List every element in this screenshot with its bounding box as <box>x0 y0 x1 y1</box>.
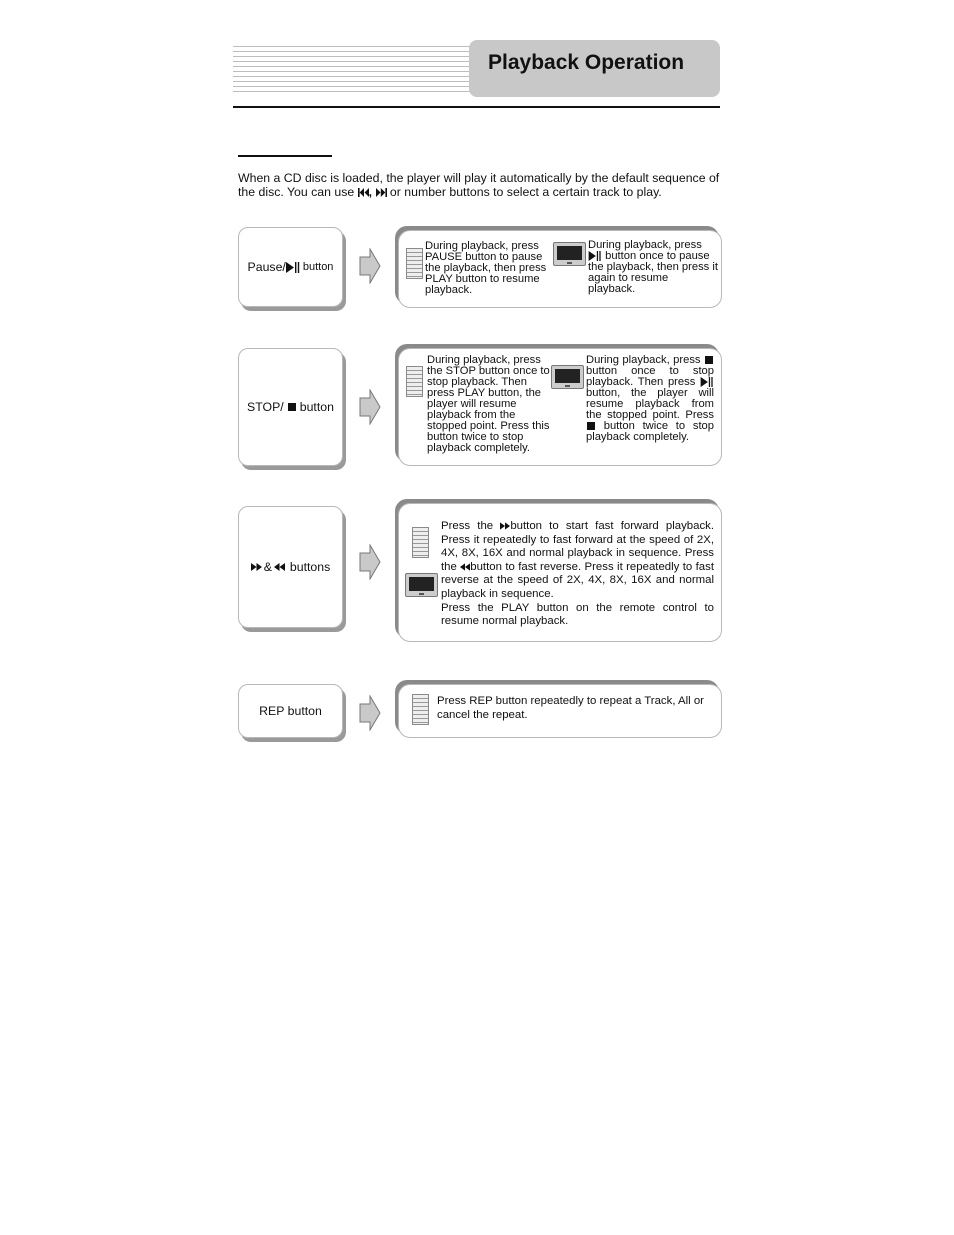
play-pause-icon <box>588 251 602 261</box>
player-unit-icon <box>553 242 586 266</box>
fast-forward-icon <box>251 563 262 571</box>
stop-description-panel <box>398 348 722 466</box>
rep-text: Press REP button repeatedly to repeat a Track, All or cancel the repeat. <box>437 695 704 721</box>
fast-reverse-icon <box>274 563 285 571</box>
page-title: Playback Operation <box>488 51 685 74</box>
fast-forward-icon <box>500 522 510 530</box>
stop-button-box <box>238 348 343 466</box>
intro-separator: , <box>368 185 373 199</box>
ff-rew-amp: & <box>263 560 272 574</box>
stop-unit-a: During playback, press <box>586 354 701 366</box>
rep-button-box <box>238 684 343 738</box>
stop-unit-c: button, the player will resume playback from the stopped point. Press <box>586 387 714 421</box>
ff-text-3: button to fast reverse. Press it repeatedly to fast reverse at the speed of 2X, 4X, 8X, 16X and normal playback in sequence. <box>441 560 714 600</box>
remote-control-icon <box>406 248 423 279</box>
title-tab <box>469 40 720 97</box>
header-divider <box>233 106 720 108</box>
ff-rew-description-panel <box>398 503 722 642</box>
fast-reverse-icon <box>460 563 470 571</box>
play-pause-icon <box>286 262 300 273</box>
stop-label-button: button <box>299 400 334 414</box>
pause-description-panel <box>398 230 722 308</box>
arrow-right-icon <box>359 544 381 580</box>
stop-unit-text <box>586 355 714 443</box>
player-unit-icon <box>551 365 584 389</box>
pause-unit-text-b: button once to pause the playback, then press it again to resume playback. <box>588 250 718 295</box>
pause-unit-text-a: During playback, press <box>588 239 702 251</box>
section-rule <box>238 155 332 157</box>
arrow-right-icon <box>359 695 381 731</box>
ff-rew-button-box <box>238 506 343 628</box>
remote-control-icon <box>412 694 429 725</box>
ff-text-1: Press the <box>441 520 494 532</box>
pause-label-button: button <box>302 261 334 273</box>
rep-description-panel <box>398 684 722 738</box>
player-unit-icon <box>405 573 438 597</box>
play-pause-icon <box>700 377 714 387</box>
pause-unit-text <box>588 240 718 295</box>
stop-label: STOP/ <box>247 400 284 414</box>
prev-track-icon <box>358 188 369 197</box>
remote-control-icon <box>406 366 423 397</box>
intro-text-1: When a CD disc is loaded, the player will play it automatically by the default sequence of the disc. You can use <box>238 171 720 199</box>
ff-text-2: button to start fast forward playback. Press it repeatedly to fast forward at the speed of 2X, 4X, 8X, 16X and normal playback in sequence. Press the <box>441 520 715 573</box>
next-track-icon <box>376 188 387 197</box>
arrow-right-icon <box>359 389 381 425</box>
ff-rew-label: buttons <box>289 560 331 574</box>
remote-control-icon <box>412 527 429 558</box>
pause-remote-text: During playback, press PAUSE button to pause the playback, then press PLAY button to resume playback. <box>425 240 547 296</box>
stop-unit-b: button once to stop playback. Then press <box>586 365 714 388</box>
pause-label: Pause/ <box>247 260 286 274</box>
arrow-right-icon <box>359 248 381 284</box>
header-decorative-lines <box>233 46 473 92</box>
pause-play-button-box <box>238 227 343 307</box>
stop-icon <box>587 422 595 430</box>
rep-label: REP button <box>259 704 322 718</box>
stop-remote-text: During playback, press the STOP button once to stop playback. Then press PLAY button, the player will resume playback from the stopped point. Press this button twice to stop playback completely. <box>427 354 550 454</box>
intro-paragraph <box>238 171 720 199</box>
intro-text-2: or number buttons to select a certain track to play. <box>389 185 662 199</box>
ff-text-4: Press the PLAY button on the remote control to resume normal playback. <box>441 601 714 628</box>
stop-icon <box>705 356 713 364</box>
ff-rew-text <box>441 520 714 629</box>
stop-icon <box>288 403 296 411</box>
stop-unit-d: button twice to stop playback completely. <box>586 420 714 443</box>
